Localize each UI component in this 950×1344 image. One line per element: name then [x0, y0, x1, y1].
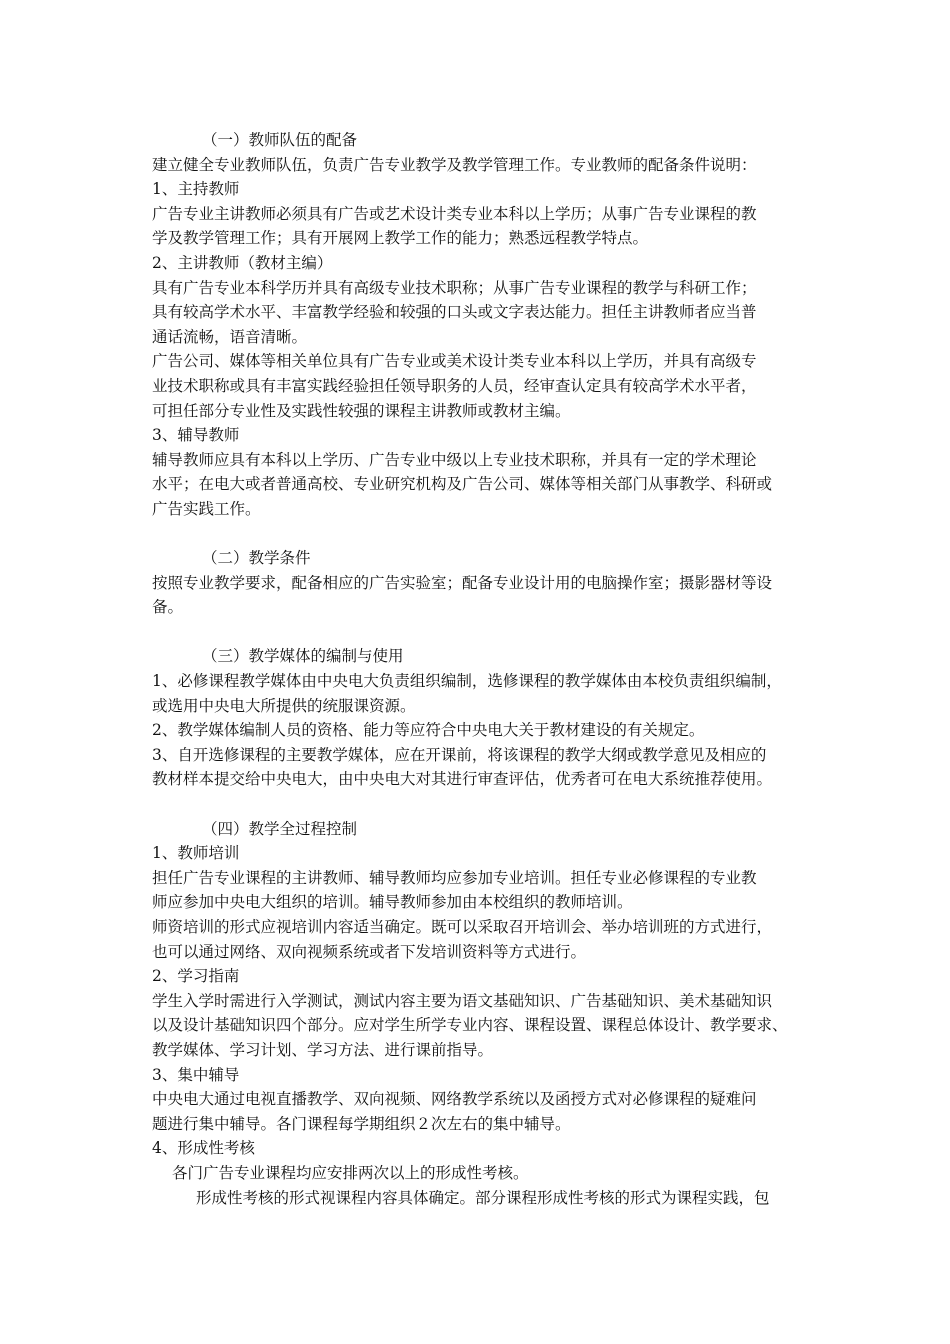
paragraph-line: 教学媒体、学习计划、学习方法、进行课前指导。	[152, 1040, 494, 1059]
paragraph-line: 广告专业主讲教师必须具有广告或艺术设计类专业本科以上学历；从事广告专业课程的教	[152, 204, 757, 223]
paragraph-line: 水平；在电大或者普通高校、专业研究机构及广告公司、媒体等相关部门从事教学、科研或	[152, 475, 773, 494]
paragraph-line: 各门广告专业课程均应安排两次以上的形成性考核。	[172, 1163, 529, 1182]
section-heading-3: （三）教学媒体的编制与使用	[202, 647, 404, 666]
paragraph-line: 建立健全专业教师队伍，负责广告专业教学及教学管理工作。专业教师的配备条件说明：	[152, 155, 757, 174]
paragraph-line: 具有广告专业本科学历并具有高级专业技术职称；从事广告专业课程的教学与科研工作；	[152, 278, 757, 297]
section-gap	[152, 792, 812, 817]
paragraph-line: 形成性考核的形式视课程内容具体确定。部分课程形成性考核的形式为课程实践，包	[196, 1188, 770, 1207]
subheading: 2、学习指南	[152, 967, 240, 986]
paragraph-line: 业技术职称或具有丰富实践经验担任领导职务的人员，经审查认定具有较高学术水平者，	[152, 376, 757, 395]
paragraph-line: 可担任部分专业性及实践性较强的课程主讲教师或教材主编。	[152, 401, 571, 420]
paragraph-line: 按照专业教学要求，配备相应的广告实验室；配备专业设计用的电脑操作室；摄影器材等设	[152, 573, 773, 592]
paragraph-line: 具有较高学术水平、丰富教学经验和较强的口头或文字表达能力。担任主讲教师者应当普	[152, 303, 757, 322]
section-heading-1: （一）教师队伍的配备	[202, 131, 358, 149]
paragraph-line: 教材样本提交给中央电大，由中央电大对其进行审查评估，优秀者可在电大系统推荐使用。	[152, 770, 773, 789]
paragraph-line: 广告实践工作。	[152, 499, 261, 518]
paragraph-line: 题进行集中辅导。各门课程每学期组织２次左右的集中辅导。	[152, 1114, 571, 1133]
paragraph-line: 备。	[152, 598, 184, 617]
section-heading-2: （二）教学条件	[202, 549, 311, 568]
section-heading-4: （四）教学全过程控制	[202, 819, 358, 838]
paragraph-line: 1、必修课程教学媒体由中央电大负责组织编制，选修课程的教学媒体由本校负责组织编制，	[152, 672, 782, 691]
document-body	[152, 128, 812, 1210]
paragraph-line: 学及教学管理工作；具有开展网上教学工作的能力；熟悉远程教学特点。	[152, 229, 649, 248]
subheading: 4、形成性考核	[152, 1139, 255, 1158]
subheading: 1、主持教师	[152, 180, 240, 199]
paragraph-line: 广告公司、媒体等相关单位具有广告专业或美术设计类专业本科以上学历，并具有高级专	[152, 352, 757, 371]
subheading: 3、辅导教师	[152, 426, 240, 445]
subheading: 2、主讲教师（教材主编）	[152, 253, 333, 272]
section-gap	[152, 620, 812, 645]
paragraph-line: 2、教学媒体编制人员的资格、能力等应符合中央电大关于教材建设的有关规定。	[152, 721, 705, 740]
paragraph-line: 也可以通过网络、双向视频系统或者下发培训资料等方式进行。	[152, 942, 587, 961]
paragraph-line: 师应参加中央电大组织的培训。辅导教师参加由本校组织的教师培训。	[152, 893, 633, 912]
paragraph-line: 通话流畅，语音清晰。	[152, 327, 308, 346]
paragraph-line: 辅导教师应具有本科以上学历、广告专业中级以上专业技术职称，并具有一定的学术理论	[152, 450, 757, 469]
section-gap	[152, 522, 812, 547]
subheading: 1、教师培训	[152, 844, 240, 863]
paragraph-line: 学生入学时需进行入学测试，测试内容主要为语文基础知识、广告基础知识、美术基础知识	[152, 991, 773, 1010]
paragraph-line: 或选用中央电大所提供的统服课资源。	[152, 696, 416, 715]
paragraph-line: 担任广告专业课程的主讲教师、辅导教师均应参加专业培训。担任专业必修课程的专业教	[152, 868, 757, 887]
paragraph-line: 3、自开选修课程的主要教学媒体，应在开课前，将该课程的教学大纲或教学意见及相应的	[152, 745, 767, 764]
paragraph-line: 师资培训的形式应视培训内容适当确定。既可以采取召开培训会、举办培训班的方式进行，	[152, 918, 773, 936]
paragraph-line: 中央电大通过电视直播教学、双向视频、网络教学系统以及函授方式对必修课程的疑难问	[152, 1090, 757, 1109]
paragraph-line: 以及设计基础知识四个部分。应对学生所学专业内容、课程设置、课程总体设计、教学要求、	[152, 1016, 788, 1035]
subheading: 3、集中辅导	[152, 1065, 240, 1084]
